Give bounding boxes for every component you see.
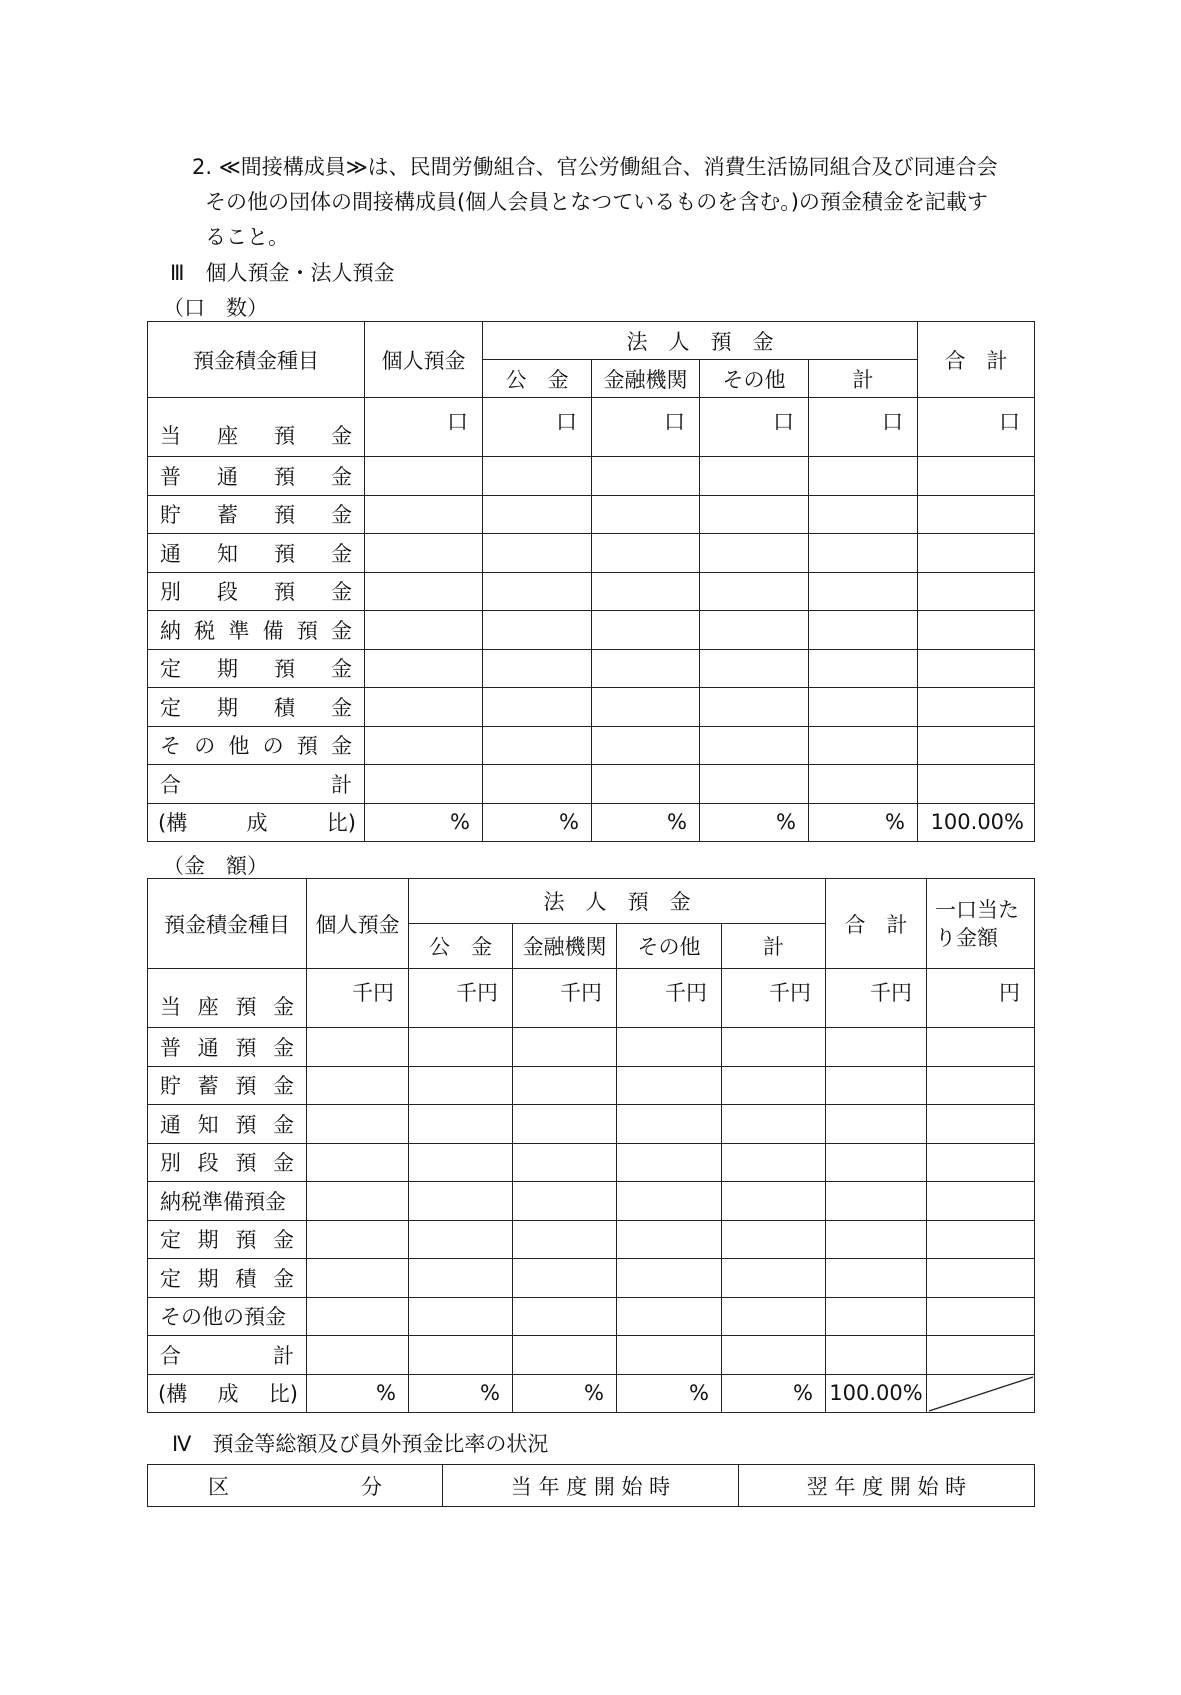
table-row (148, 765, 1035, 804)
table-counts (147, 321, 1035, 842)
t1-row-label: 当 座 預 金 (148, 398, 365, 457)
table-row (148, 649, 1035, 688)
t2-ratio-other: % (617, 1374, 722, 1413)
table-2-caption: （金 額） (163, 854, 268, 878)
t3-head-category: 区 分 (148, 1465, 443, 1507)
t1-row-label: 普 通 預 金 (148, 457, 365, 496)
t1-unit-other: 口 (700, 398, 809, 457)
t2-row-label: 合 計 (148, 1336, 307, 1375)
table-row (148, 534, 1035, 573)
t2-unit-per-unit: 円 (927, 969, 1035, 1028)
t1-unit-subtotal: 口 (809, 398, 918, 457)
t2-ratio-diagonal-cell (927, 1374, 1035, 1413)
t2-head-personal: 個人預金 (307, 879, 409, 969)
t1-unit-financial: 口 (592, 398, 700, 457)
t2-sub-financial: 金融機関 (513, 924, 617, 969)
table-row-ratio (148, 1374, 1035, 1413)
t3-head-next-year: 翌 年 度 開 始 時 (739, 1465, 1035, 1507)
table-row (148, 726, 1035, 765)
note-2 (192, 150, 998, 255)
t1-row-label: 定 期 積 金 (148, 688, 365, 727)
t1-sub-subtotal: 計 (809, 360, 918, 398)
table-row (148, 572, 1035, 611)
t1-ratio-label: (構 成 比) (148, 803, 365, 842)
t1-row-label: 通 知 預 金 (148, 534, 365, 573)
note-2-line-1: 2. ≪間接構成員≫は、民間労働組合、官公労働組合、消費生活協同組合及び同連合会 (192, 155, 998, 179)
t1-head-corporate: 法 人 預 金 (483, 322, 918, 360)
table-row (148, 1336, 1035, 1375)
t2-sub-subtotal: 計 (722, 924, 826, 969)
table-row (148, 611, 1035, 650)
note-2-line-3: ること。 (205, 225, 289, 249)
t2-unit-total: 千円 (826, 969, 927, 1028)
t1-row-label: そ の 他 の 預 金 (148, 726, 365, 765)
table-row (148, 1220, 1035, 1259)
table-row (148, 1143, 1035, 1182)
t1-row-label: 別 段 預 金 (148, 572, 365, 611)
t2-row-label: 納税準備預金 (148, 1182, 307, 1221)
t2-unit-financial: 千円 (513, 969, 617, 1028)
t2-sub-public: 公 金 (409, 924, 513, 969)
table-row (148, 1297, 1035, 1336)
table-row (148, 1259, 1035, 1298)
t1-ratio-financial: % (592, 803, 700, 842)
table-row (148, 457, 1035, 496)
t2-row-label: 別 段 預 金 (148, 1143, 307, 1182)
t2-unit-public: 千円 (409, 969, 513, 1028)
t2-head-per-unit: 一口当た り金額 (927, 879, 1035, 969)
t2-row-label: その他の預金 (148, 1297, 307, 1336)
table-row (148, 1182, 1035, 1221)
table-amounts (147, 878, 1035, 1413)
t1-unit-total: 口 (918, 398, 1035, 457)
t1-row-label: 貯 蓄 預 金 (148, 495, 365, 534)
table-row (148, 688, 1035, 727)
t1-ratio-public: % (483, 803, 592, 842)
t2-unit-subtotal: 千円 (722, 969, 826, 1028)
t2-unit-personal: 千円 (307, 969, 409, 1028)
note-2-line-2: その他の団体の間接構成員(個人会員となつているものを含む。)の預金積金を記載す (205, 190, 988, 214)
section-4-title: Ⅳ 預金等総額及び員外預金比率の状況 (172, 1432, 549, 1456)
t2-ratio-financial: % (513, 1374, 617, 1413)
t1-ratio-other: % (700, 803, 809, 842)
t2-head-item: 預金積金種目 (148, 879, 307, 969)
table-row-ratio (148, 803, 1035, 842)
t1-sub-public: 公 金 (483, 360, 592, 398)
t1-ratio-total: 100.00% (918, 803, 1035, 842)
t2-row-label: 当 座 預 金 (148, 969, 307, 1028)
t1-row-label: 納 税 準 備 預 金 (148, 611, 365, 650)
t2-ratio-subtotal: % (722, 1374, 826, 1413)
t1-row-label: 定 期 預 金 (148, 649, 365, 688)
t2-row-label: 定 期 積 金 (148, 1259, 307, 1298)
t1-row-label: 合 計 (148, 765, 365, 804)
t1-sub-other: その他 (700, 360, 809, 398)
t1-unit-personal: 口 (365, 398, 483, 457)
table-row (148, 1066, 1035, 1105)
t1-ratio-subtotal: % (809, 803, 918, 842)
t1-unit-public: 口 (483, 398, 592, 457)
table-row (148, 1028, 1035, 1067)
t2-ratio-total: 100.00% (826, 1374, 927, 1413)
t2-head-corporate: 法 人 預 金 (409, 879, 826, 924)
t1-sub-financial: 金融機関 (592, 360, 700, 398)
t1-ratio-personal: % (365, 803, 483, 842)
diagonal-line (927, 1375, 1035, 1413)
table-row (148, 495, 1035, 534)
t2-sub-other: その他 (617, 924, 722, 969)
t2-ratio-label: (構 成 比) (148, 1374, 307, 1413)
t3-head-current-year: 当 年 度 開 始 時 (443, 1465, 739, 1507)
table-1-caption: （口 数） (163, 296, 268, 320)
table-total-deposits (147, 1464, 1035, 1507)
t2-row-label: 通 知 預 金 (148, 1105, 307, 1144)
section-3-title: Ⅲ 個人預金・法人預金 (170, 261, 395, 285)
t2-ratio-personal: % (307, 1374, 409, 1413)
t2-head-total: 合 計 (826, 879, 927, 969)
t2-ratio-public: % (409, 1374, 513, 1413)
t2-row-label: 定 期 預 金 (148, 1220, 307, 1259)
t1-head-personal: 個人預金 (365, 322, 483, 398)
t1-head-total: 合 計 (918, 322, 1035, 398)
t2-unit-other: 千円 (617, 969, 722, 1028)
t2-row-label: 普 通 預 金 (148, 1028, 307, 1067)
t2-row-label: 貯 蓄 預 金 (148, 1066, 307, 1105)
t1-head-item: 預金積金種目 (148, 322, 365, 398)
table-row (148, 1105, 1035, 1144)
